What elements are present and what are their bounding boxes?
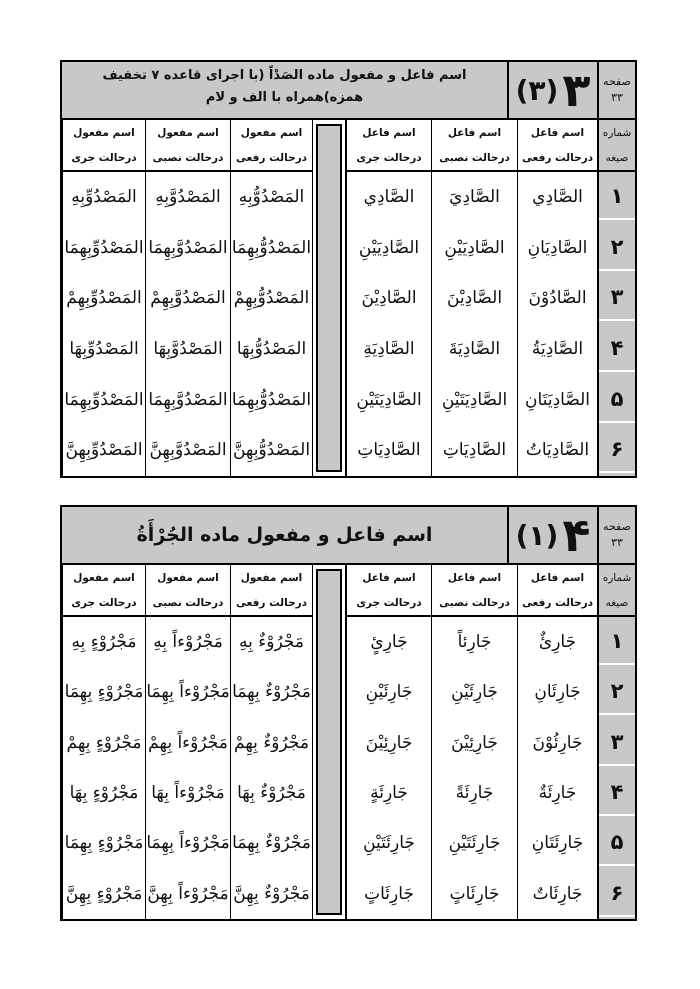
- word-cell: الصَّادِيَيْنِ: [358, 237, 420, 258]
- word-cell: مَجْرُوْءٌ بِهِ: [239, 632, 304, 652]
- column-header-mf-jarri: [62, 565, 145, 617]
- word-cell: جَارِئِيْنَ: [365, 732, 413, 753]
- row-number: ۱: [599, 174, 635, 220]
- word-cell: المَصْدُوَّبِهِمَا: [148, 237, 228, 258]
- word-cell: الصَّادِيَتَانِ: [525, 389, 590, 410]
- word-cell: المَصْدُوِّبِهِمَا: [64, 237, 144, 258]
- word-cell: مَجْرُوْءٍ بِهَا: [69, 783, 139, 803]
- header-state: درحالت نصبی: [152, 151, 224, 164]
- header-state: درحالت رفعی: [235, 151, 308, 164]
- header-name: اسم فاعل: [362, 571, 416, 584]
- row-number-header: [597, 120, 635, 172]
- row-number: ۶: [599, 871, 635, 917]
- header-sigheh: صیغه: [605, 151, 629, 164]
- page-number-box: [597, 507, 635, 563]
- word-cell: الصَّادِيْنَ: [446, 288, 503, 309]
- header-name: اسم فاعل: [447, 126, 502, 139]
- header-name: اسم فاعل: [530, 571, 585, 584]
- word-cell: المَصْدُوِّبِهِ: [71, 187, 137, 207]
- lesson-number: ۴: [562, 508, 591, 562]
- word-cell: الصَّادِي: [532, 187, 583, 207]
- column-header-mf-rafi: [230, 565, 312, 617]
- header-name: اسم فاعل: [530, 126, 585, 139]
- word-cell: مَجْرُوْءاً بِهِنَّ: [147, 883, 229, 904]
- row-number: ۲: [599, 669, 635, 715]
- column-divider: [312, 565, 346, 919]
- header-state: درحالت نصبی: [152, 596, 224, 609]
- word-cell: المَصْدُوُّبِهِمَا: [231, 389, 312, 410]
- page-number: ۳۳: [611, 91, 623, 104]
- word-cell: الصَّادِيَانِ: [527, 237, 588, 258]
- table-title: اسم فاعل و مفعول ماده الصَدْاً (با اجرای قاعده ۷ تخفیف همزه)همراه با الف و لام: [102, 68, 467, 105]
- row-number: ۳: [599, 275, 635, 321]
- word-cell: مَجْرُوْءٌ بِهِمَا: [232, 682, 311, 703]
- sub-number: (۳): [515, 73, 559, 107]
- header-state: درحالت رفعی: [521, 596, 594, 609]
- word-cell: المَصْدُوِّبِهِمَا: [64, 389, 144, 410]
- header-name: اسم مفعول: [73, 126, 135, 139]
- word-cell: مَجْرُوْءٍ بِهِمْ: [66, 732, 142, 753]
- word-cell: المَصْدُوِّبِهَا: [69, 339, 139, 359]
- lesson-number-box: [507, 62, 597, 118]
- row-number: ۴: [599, 326, 635, 372]
- header-state: درحالت نصبی: [439, 151, 510, 164]
- word-cell: جَارِئَتَيْنِ: [448, 833, 501, 854]
- word-cell: مَجْرُوْءاً بِهِمَا: [146, 833, 230, 854]
- word-cell: مَجْرُوْءٍ بِهِ: [71, 632, 137, 652]
- column-header-fa-jarri: [346, 565, 431, 617]
- column-header-fa-rafi: [517, 565, 597, 617]
- header-shomare: شماره: [602, 126, 632, 139]
- sub-number: (۱): [515, 518, 559, 552]
- word-cell: المَصْدُوُّبِهِ: [238, 187, 305, 207]
- word-cell: المَصْدُوِّبِهِنَّ: [65, 440, 143, 461]
- column-fa-rafi: [517, 617, 597, 919]
- word-cell: جَارِئاً: [457, 632, 492, 652]
- column-mf-jarri: [62, 617, 145, 919]
- word-cell: الصَّادِيَةَ: [448, 339, 501, 359]
- word-cell: الصَّادِيَاتِ: [442, 440, 507, 461]
- divider-bar: [316, 124, 342, 472]
- word-cell: جَارِئَةٍ: [370, 783, 408, 803]
- table-header: [62, 507, 635, 565]
- word-cell: المَصْدُوَّبِهِ: [155, 187, 221, 207]
- word-cell: المَصْدُوِّبِهِمْ: [66, 288, 142, 309]
- row-number: ۴: [599, 770, 635, 816]
- column-fa-nasbi: [431, 172, 517, 476]
- column-mf-nasbi: [145, 172, 230, 476]
- row-number-column: [597, 617, 635, 919]
- word-cell: المَصْدُوُّبِهَا: [236, 339, 307, 359]
- word-cell: جَارِئُوْنَ: [532, 732, 583, 753]
- row-number: ۵: [599, 820, 635, 866]
- header-shomare: شماره: [602, 571, 632, 584]
- word-cell: مَجْرُوْءاً بِهِمَا: [146, 682, 230, 703]
- word-cell: الصَّادِيَتَيْنِ: [356, 389, 422, 410]
- header-sigheh: صیغه: [605, 596, 629, 609]
- word-cell: جَارِئَاتٍ: [449, 883, 500, 904]
- word-cell: مَجْرُوْءٌ بِهِمَا: [232, 833, 311, 854]
- header-state: درحالت نصبی: [439, 596, 510, 609]
- word-cell: المَصْدُوَّبِهَا: [153, 339, 223, 359]
- column-fa-nasbi: [431, 617, 517, 919]
- header-name: اسم مفعول: [240, 126, 303, 139]
- word-cell: جَارِئَانِ: [534, 682, 581, 703]
- table-title: اسم فاعل و مفعول ماده الجُرْأَةُ: [136, 524, 433, 546]
- word-cell: الصَّادِيَتَيْنِ: [441, 389, 508, 410]
- header-name: اسم مفعول: [240, 571, 303, 584]
- column-header-fa-nasbi: [431, 120, 517, 172]
- divider-bar: [316, 569, 342, 915]
- word-cell: جَارِئَاتٌ: [532, 883, 583, 904]
- column-header-mf-nasbi: [145, 565, 230, 617]
- word-cell: المَصْدُوُّبِهِمَا: [231, 237, 312, 258]
- word-cell: جَارِئَيْنِ: [451, 682, 498, 703]
- column-mf-rafi: [230, 172, 312, 476]
- word-cell: مَجْرُوْءاً بِهَا: [151, 783, 225, 803]
- row-number: ۱: [599, 619, 635, 665]
- column-mf-nasbi: [145, 617, 230, 919]
- word-cell: جَارِئَيْنِ: [365, 682, 413, 703]
- word-cell: جَارِئَتَانِ: [531, 833, 584, 854]
- row-number: ۵: [599, 377, 635, 423]
- page-number-box: [597, 62, 635, 118]
- page-number: ۳۳: [611, 536, 623, 549]
- word-cell: المَصْدُوَّبِهِمْ: [150, 288, 226, 309]
- word-cell: الصَّادِيَةُ: [531, 339, 584, 359]
- word-cell: المَصْدُوُّبِهِنَّ: [232, 440, 311, 461]
- table-header: [62, 62, 635, 120]
- column-header-mf-nasbi: [145, 120, 230, 172]
- word-cell: مَجْرُوْءٌ بِهِمْ: [234, 732, 309, 753]
- header-name: اسم فاعل: [447, 571, 502, 584]
- page-label: صفحه: [603, 75, 631, 88]
- row-number-header: [597, 565, 635, 617]
- word-cell: الصَّادِيَةِ: [363, 339, 415, 359]
- column-fa-jarri: [346, 172, 431, 476]
- column-fa-rafi: [517, 172, 597, 476]
- conjugation-table-1: [60, 60, 637, 478]
- row-number: ۶: [599, 427, 635, 473]
- header-state: درحالت جری: [356, 596, 422, 609]
- header-name: اسم فاعل: [362, 126, 416, 139]
- word-cell: الصَّادِي: [363, 187, 415, 207]
- header-name: اسم مفعول: [157, 571, 219, 584]
- column-header-fa-nasbi: [431, 565, 517, 617]
- word-cell: جَارِئَتَيْنِ: [363, 833, 415, 854]
- row-number: ۳: [599, 720, 635, 766]
- header-state: درحالت جری: [356, 151, 422, 164]
- column-header-fa-jarri: [346, 120, 431, 172]
- word-cell: الصَّادِيَ: [449, 187, 500, 207]
- word-cell: جَارِئَةً: [455, 783, 494, 803]
- page-label: صفحه: [603, 520, 631, 533]
- header-name: اسم مفعول: [157, 126, 219, 139]
- word-cell: مَجْرُوْءٍ بِهِمَا: [64, 682, 144, 703]
- header-state: درحالت جری: [71, 151, 137, 164]
- word-cell: مَجْرُوْءٌ بِهِنَّ: [233, 883, 310, 904]
- word-cell: المَصْدُوَّبِهِنَّ: [149, 440, 227, 461]
- word-cell: الصَّادُوْنَ: [528, 288, 587, 309]
- column-header-mf-rafi: [230, 120, 312, 172]
- conjugation-table-2: [60, 505, 637, 921]
- header-state: درحالت رفعی: [521, 151, 594, 164]
- word-cell: جَارِئِيْنَ: [451, 732, 498, 753]
- column-mf-jarri: [62, 172, 145, 476]
- column-fa-jarri: [346, 617, 431, 919]
- word-cell: جَارِئَاتٍ: [364, 883, 414, 904]
- header-state: درحالت جری: [71, 596, 137, 609]
- column-mf-rafi: [230, 617, 312, 919]
- word-cell: الصَّادِيْنَ: [361, 288, 417, 309]
- word-cell: مَجْرُوْءٍ بِهِنَّ: [65, 883, 143, 904]
- word-cell: مَجْرُوْءٍ بِهِمَا: [64, 833, 144, 854]
- word-cell: مَجْرُوْءاً بِهِمْ: [148, 732, 228, 753]
- column-header-fa-rafi: [517, 120, 597, 172]
- word-cell: جَارِئٌ: [538, 632, 577, 652]
- column-divider: [312, 120, 346, 476]
- header-name: اسم مفعول: [73, 571, 135, 584]
- lesson-number: ۳: [562, 63, 591, 117]
- word-cell: الصَّادِيَيْنِ: [444, 237, 505, 258]
- word-cell: الصَّادِيَاتُ: [525, 440, 590, 461]
- word-cell: مَجْرُوْءاً بِهِ: [153, 632, 223, 652]
- word-cell: الصَّادِيَاتِ: [357, 440, 421, 461]
- row-number-column: [597, 172, 635, 476]
- column-header-mf-jarri: [62, 120, 145, 172]
- word-cell: المَصْدُوَّبِهِمَا: [148, 389, 228, 410]
- word-cell: جَارِئَةٌ: [538, 783, 577, 803]
- word-cell: جَارِئٍ: [370, 632, 408, 652]
- lesson-number-box: [507, 507, 597, 563]
- word-cell: المَصْدُوُّبِهِمْ: [233, 288, 310, 309]
- row-number: ۲: [599, 225, 635, 271]
- header-state: درحالت رفعی: [235, 596, 308, 609]
- word-cell: مَجْرُوْءٌ بِهَا: [237, 783, 306, 803]
